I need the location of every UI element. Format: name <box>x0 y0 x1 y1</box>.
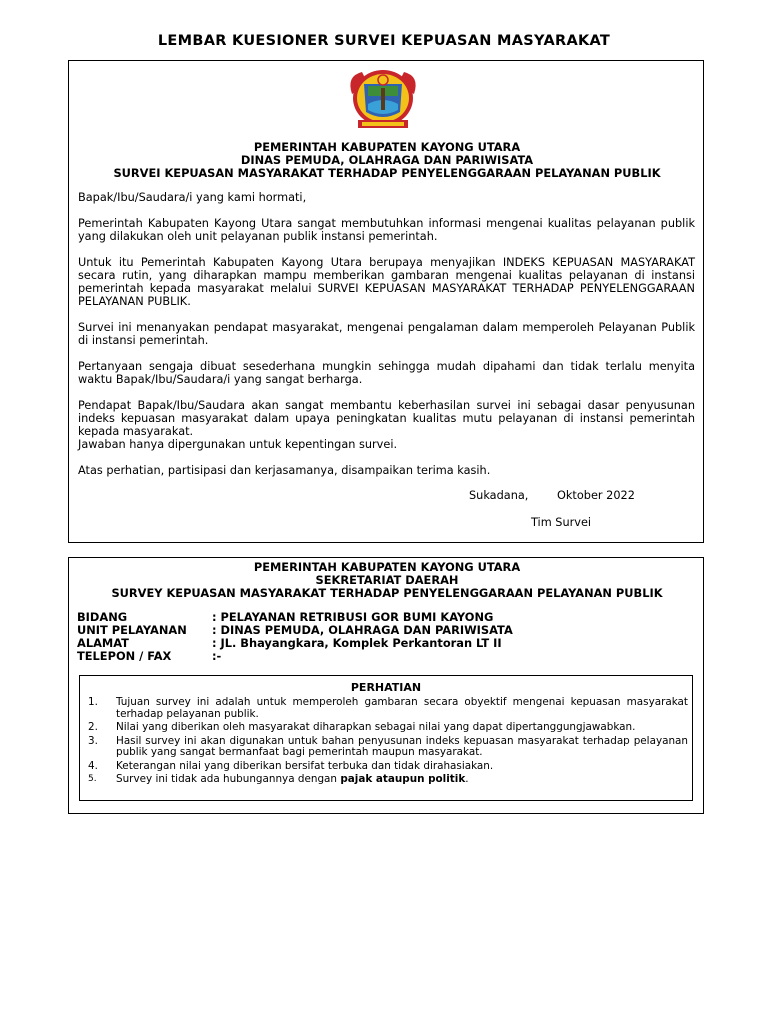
heading-line-department: DINAS PEMUDA, OLAHRAGA DAN PARIWISATA <box>240 153 534 167</box>
letter-paragraph: Untuk itu Pemerintah Kabupaten Kayong Utara berupaya menyajikan INDEKS KEPUASAN MASYARAKAT secara rutin, yang diharapkan mampu memberikan gambaran mengenai kualitas pelayanan di instansi pemerintah kepada masyarakat melalui SURVEI KEPUASAN MASYARAKAT TERHADAP PENYELENGGARAAN PELAYANAN PUBLIK. <box>78 256 695 308</box>
attention-item-text: Tujuan survey ini adalah untuk memperoleh gambaran secara obyektif mengenai kepuasan masyarakat terhadap pelayanan publik. <box>116 696 688 720</box>
info-label: BIDANG <box>77 610 128 624</box>
attention-item-number: 3. <box>88 734 98 747</box>
attention-list <box>88 697 688 788</box>
attention-item-text: Hasil survey ini akan digunakan untuk bahan penyusunan indeks kepuasan masyarakat terhadap pelayanan publik yang sangat bermanfaat bagi pemerintah maupun masyarakat. <box>116 734 688 758</box>
attention-item-number: 4. <box>88 759 98 772</box>
attention-text-part: Survey ini tidak ada hubungannya dengan <box>116 773 341 785</box>
letter-body <box>78 191 695 490</box>
attention-item-text <box>116 774 688 786</box>
attention-item-text: Nilai yang diberikan oleh masyarakat diharapkan sebagai nilai yang dapat dipertanggungjawabkan. <box>116 721 636 733</box>
regency-emblem-logo <box>344 64 422 134</box>
survey-form-box <box>68 557 704 814</box>
info-value: :- <box>212 649 222 663</box>
info-value: : JL. Bhayangkara, Komplek Perkantoran LT II <box>212 636 502 650</box>
attention-item-number: 1. <box>88 696 98 708</box>
info-value: : DINAS PEMUDA, OLAHRAGA DAN PARIWISATA <box>212 623 513 637</box>
attention-item <box>88 722 688 734</box>
form-heading-line-secretariat: SEKRETARIAT DAERAH <box>315 573 459 587</box>
attention-box <box>79 675 693 801</box>
form-heading <box>69 561 705 600</box>
heading-line-survey: SURVEI KEPUASAN MASYARAKAT TERHADAP PENYELENGGARAAN PELAYANAN PUBLIK <box>113 166 661 180</box>
letter-greeting: Bapak/Ibu/Saudara/i yang kami hormati, <box>78 191 307 204</box>
info-label: ALAMAT <box>77 636 129 650</box>
attention-item-number: 5. <box>88 774 97 784</box>
attention-text-end: . <box>465 773 469 785</box>
attention-item <box>88 761 688 773</box>
attention-item <box>88 736 688 759</box>
letter-box <box>68 60 704 543</box>
attention-emphasis: pajak ataupun politik <box>340 773 466 785</box>
heading-line-government: PEMERINTAH KABUPATEN KAYONG UTARA <box>253 140 521 154</box>
attention-item <box>88 774 688 786</box>
letter-paragraph: Jawaban hanya dipergunakan untuk kepentingan survei. <box>78 438 398 451</box>
info-label: UNIT PELAYANAN <box>77 623 187 637</box>
info-row-phone <box>77 650 513 663</box>
form-heading-line-survey: SURVEY KEPUASAN MASYARAKAT TERHADAP PENYELENGGARAAN PELAYANAN PUBLIK <box>111 586 663 600</box>
signature-date: Oktober 2022 <box>557 489 635 502</box>
info-value: : PELAYANAN RETRIBUSI GOR BUMI KAYONG <box>212 610 494 624</box>
attention-item <box>88 697 688 720</box>
attention-title: PERHATIAN <box>350 681 422 694</box>
info-label: TELEPON / FAX <box>77 649 172 663</box>
letter-paragraph: Survei ini menanyakan pendapat masyarakat, mengenai pengalaman dalam memperoleh Pelayanan Publik di instansi pemerintah. <box>78 321 695 347</box>
attention-item-text: Keterangan nilai yang diberikan bersifat terbuka dan tidak dirahasiakan. <box>116 759 494 772</box>
service-info <box>77 611 513 663</box>
letter-paragraph: Pemerintah Kabupaten Kayong Utara sangat membutuhkan informasi mengenai kualitas pelayanan publik yang dilakukan oleh unit pelayanan publik instansi pemerintah. <box>78 217 695 243</box>
letter-heading <box>69 141 705 180</box>
letter-paragraph: Pendapat Bapak/Ibu/Saudara akan sangat membantu keberhasilan survei ini sebagai dasar penyusunan indeks kepuasan masyarakat dalam upaya peningkatan kualitas mutu pelayanan di instansi pemerintah kepada masyarakat. <box>78 399 695 438</box>
signature-place: Sukadana, <box>469 489 529 502</box>
form-heading-line-government: PEMERINTAH KABUPATEN KAYONG UTARA <box>253 560 521 574</box>
letter-closing: Atas perhatian, partisipasi dan kerjasamanya, disampaikan terima kasih. <box>78 464 491 477</box>
signature-team: Tim Survei <box>531 516 592 529</box>
letter-paragraph: Pertanyaan sengaja dibuat sesederhana mungkin sehingga mudah dipahami dan tidak terlalu menyita waktu Bapak/Ibu/Saudara/i yang sangat berharga. <box>78 360 695 386</box>
document-title: LEMBAR KUESIONER SURVEI KEPUASAN MASYARAKAT <box>157 33 611 49</box>
attention-item-number: 2. <box>88 721 98 733</box>
